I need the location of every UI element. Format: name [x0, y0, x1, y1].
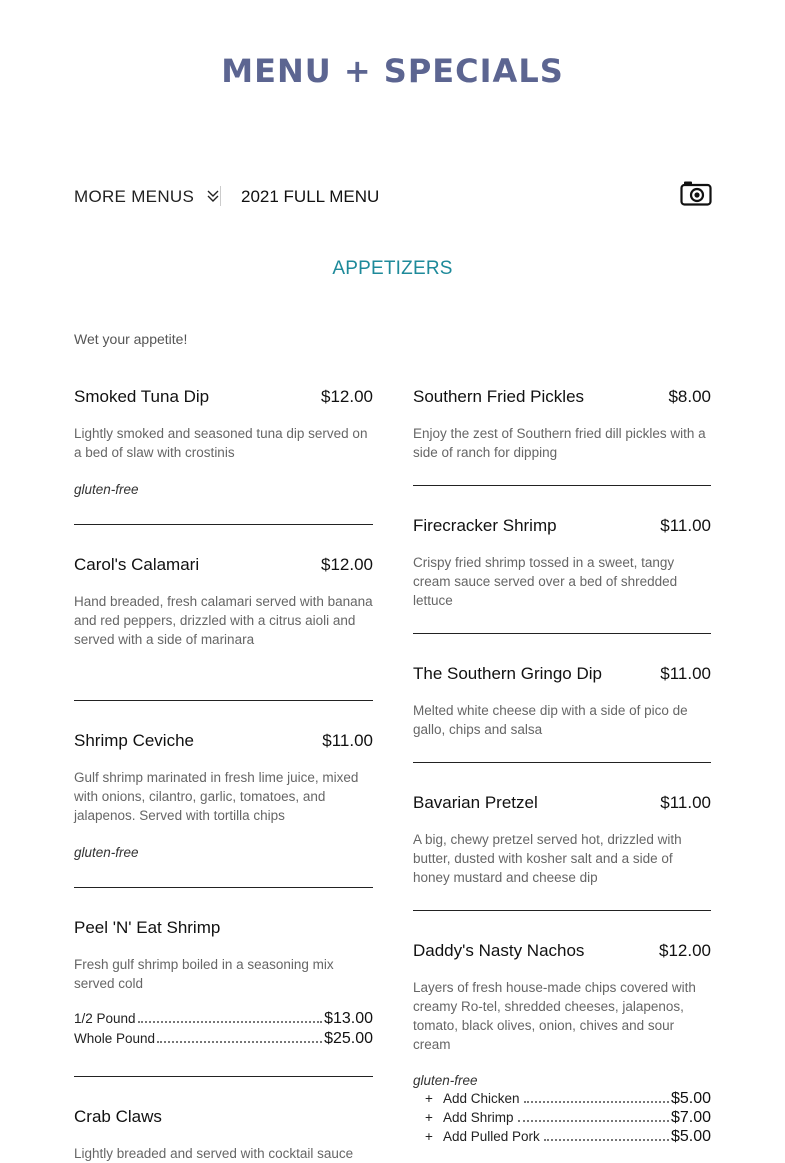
menu-bar	[74, 180, 712, 214]
item-price: $12.00	[321, 387, 373, 406]
menu-item	[413, 791, 711, 911]
item-name: Peel 'N' Eat Shrimp	[74, 918, 221, 937]
size-price: $13.00	[324, 1010, 373, 1027]
menu-item	[74, 553, 373, 701]
dot-leader	[518, 1119, 669, 1122]
plus-icon: +	[425, 1129, 433, 1144]
item-price: $12.00	[659, 941, 711, 960]
addon-price: $5.00	[670, 1090, 711, 1107]
size-options	[74, 1010, 373, 1050]
addon-option	[413, 1090, 711, 1109]
item-description: Layers of fresh house-made chips covered with creamy Ro-tel, shredded cheeses, jalapenos, tomato, black olives, onion, chives and sour cream	[413, 980, 696, 1052]
item-price: $11.00	[660, 793, 711, 812]
menu-column-left	[74, 385, 373, 1163]
item-description: Lightly breaded and served with cocktail sauce	[74, 1146, 354, 1161]
item-name: The Southern Gringo Dip	[413, 664, 602, 683]
menu-item	[413, 514, 711, 634]
item-name: Firecracker Shrimp	[413, 516, 557, 535]
section-title: APPETIZERS	[332, 258, 453, 279]
more-menus-dropdown[interactable]	[74, 187, 219, 208]
item-description: Hand breaded, fresh calamari served with banana and red peppers, drizzled with a citrus aioli and served with a side of marinara	[74, 594, 373, 647]
item-description: Crispy fried shrimp tossed in a sweet, tangy cream sauce served over a bed of shredded lettuce	[413, 555, 678, 608]
addon-label: Add Pulled Pork	[443, 1129, 540, 1144]
item-tag: gluten-free	[413, 1073, 478, 1088]
item-name: Bavarian Pretzel	[413, 793, 538, 812]
current-menu-label: 2021 FULL MENU	[241, 187, 380, 206]
item-name: Daddy's Nasty Nachos	[413, 941, 585, 960]
item-price: $8.00	[668, 387, 711, 406]
menu-item	[74, 729, 373, 888]
section-intro: Wet your appetite!	[74, 331, 188, 347]
menu-item	[74, 385, 373, 525]
item-description: A big, chewy pretzel served hot, drizzled with butter, dusted with kosher salt and a side of honey mustard and cheese dip	[413, 832, 682, 885]
more-menus-label: MORE MENUS	[74, 187, 195, 206]
dot-leader	[544, 1138, 669, 1141]
addon-option	[413, 1109, 711, 1128]
menu-bar-divider	[220, 186, 221, 206]
menu-item	[413, 939, 711, 1147]
size-option	[74, 1010, 373, 1030]
dot-leader	[524, 1100, 669, 1103]
plus-icon: +	[425, 1110, 433, 1125]
menu-item	[413, 385, 711, 486]
item-description: Enjoy the zest of Southern fried dill pickles with a side of ranch for dipping	[413, 426, 706, 460]
item-name: Southern Fried Pickles	[413, 387, 585, 406]
item-name: Smoked Tuna Dip	[74, 387, 210, 406]
size-label: Whole Pound	[74, 1031, 156, 1046]
size-option	[74, 1030, 373, 1050]
size-price: $25.00	[324, 1030, 373, 1047]
size-label: 1/2 Pound	[74, 1011, 136, 1026]
addon-label: Add Shrimp	[443, 1110, 514, 1125]
addon-option	[413, 1128, 711, 1147]
menu-item	[74, 916, 373, 1077]
dot-leader	[138, 1020, 323, 1023]
item-price: $12.00	[321, 555, 373, 574]
addon-label: Add Chicken	[443, 1091, 520, 1106]
item-name: Shrimp Ceviche	[74, 731, 194, 750]
addon-price: $5.00	[670, 1128, 711, 1145]
item-name: Crab Claws	[74, 1107, 162, 1126]
menu-column-right	[413, 385, 711, 1147]
item-tag: gluten-free	[74, 845, 139, 860]
item-name: Carol's Calamari	[74, 555, 200, 574]
item-tag: gluten-free	[74, 482, 139, 497]
item-description: Lightly smoked and seasoned tuna dip served on a bed of slaw with crostinis	[74, 426, 368, 460]
item-description: Gulf shrimp marinated in fresh lime juice, mixed with onions, cilantro, garlic, tomatoes, and jalapenos. Served with tortilla chips	[74, 770, 359, 823]
plus-icon: +	[425, 1091, 433, 1106]
addon-options	[413, 1090, 711, 1147]
item-description: Melted white cheese dip with a side of pico de gallo, chips and salsa	[413, 703, 688, 737]
dot-leader	[157, 1040, 322, 1043]
item-price: $11.00	[660, 516, 711, 535]
item-description: Fresh gulf shrimp boiled in a seasoning mix served cold	[74, 957, 334, 991]
chevron-down-icon	[207, 188, 219, 208]
menu-item	[74, 1105, 373, 1163]
menu-item	[413, 662, 711, 763]
page-title: MENU + SPECIALS	[221, 52, 564, 90]
item-price: $11.00	[660, 664, 711, 683]
camera-icon[interactable]	[680, 180, 712, 206]
addon-price: $7.00	[670, 1109, 711, 1126]
item-price: $11.00	[322, 731, 373, 750]
